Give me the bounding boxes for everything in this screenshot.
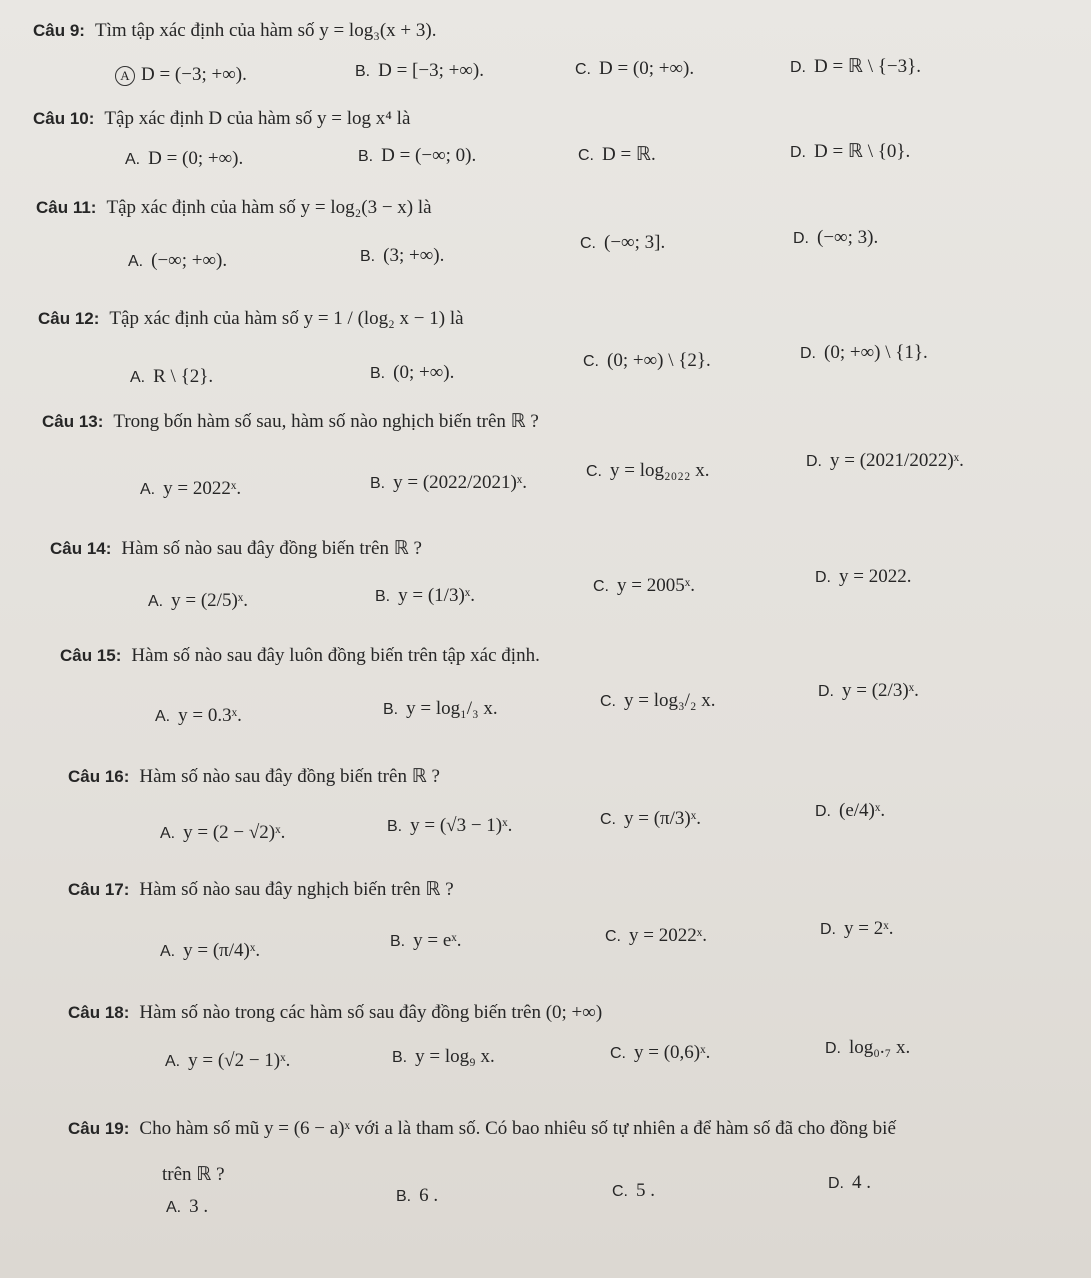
option-d: D. y = (2/3)ˣ. [818, 680, 919, 701]
question-text: trên ℝ ? [162, 1164, 225, 1185]
option-b: B. (3; +∞). [360, 245, 445, 266]
option-c: C. y = (0,6)ˣ. [610, 1042, 711, 1063]
question-9-title [33, 20, 436, 42]
question-text: Hàm số nào sau đây nghịch biến trên ℝ ? [139, 879, 454, 900]
question-10-title [33, 108, 410, 130]
option-b: B. y = (2022/2021)ˣ. [370, 472, 528, 493]
question-text: Tập xác định của hàm số y = log₂(3 − x) là [106, 197, 432, 218]
option-b: B. 6 . [396, 1185, 439, 1206]
question-text: Tập xác định D của hàm số y = log x⁴ là [104, 108, 411, 129]
option-a: A. D = (0; +∞). [125, 148, 244, 169]
option-d: D. (0; +∞) \ {1}. [800, 342, 928, 363]
question-number: Câu 13: [42, 412, 104, 431]
question-text: Hàm số nào sau đây đồng biến trên ℝ ? [139, 766, 440, 787]
question-text: Tìm tập xác định của hàm số y = log₃(x + 3). [94, 20, 437, 41]
question-number: Câu 11: [36, 198, 97, 217]
question-12-title [38, 308, 464, 330]
question-number: Câu 9: [33, 21, 85, 40]
option-d: D. y = 2022. [815, 566, 912, 587]
option-b: B. y = eˣ. [390, 930, 462, 951]
option-a: A. y = (2 − √2)ˣ. [160, 822, 286, 843]
question-16-title [68, 765, 440, 788]
option-b: B. y = (1/3)ˣ. [375, 585, 476, 606]
option-a: A. y = (π/4)ˣ. [160, 940, 261, 961]
question-11-title [36, 197, 432, 219]
question-number: Câu 19: [68, 1119, 130, 1138]
option-b: B. y = log₁/₃ x. [383, 698, 498, 719]
circled-answer-mark: A [115, 66, 135, 86]
option-a: A. (−∞; +∞). [128, 250, 228, 271]
question-15-title [60, 645, 540, 667]
option-d: D. (e/4)ˣ. [815, 800, 886, 821]
option-c: C. y = log₃/₂ x. [600, 690, 716, 711]
option-d: D. 4 . [828, 1172, 871, 1193]
question-number: Câu 14: [50, 539, 112, 558]
question-number: Câu 15: [60, 646, 122, 665]
option-c: C. D = (0; +∞). [575, 58, 695, 79]
option-d: D. y = (2021/2022)ˣ. [806, 450, 964, 471]
option-b: B. y = (√3 − 1)ˣ. [387, 815, 513, 836]
question-17-title [68, 878, 454, 901]
option-a: A. y = 0.3ˣ. [155, 705, 242, 726]
question-text: Cho hàm số mũ y = (6 − a)ˣ với a là tham số. Có bao nhiêu số tự nhiên a để hàm số đã cho đồng biế [139, 1118, 896, 1139]
option-a: A. R \ {2}. [130, 366, 214, 387]
question-number: Câu 10: [33, 109, 95, 128]
question-text: Hàm số nào sau đây đồng biến trên ℝ ? [121, 538, 422, 559]
question-text: Hàm số nào sau đây luôn đồng biến trên tập xác định. [131, 645, 540, 666]
option-c: C. (0; +∞) \ {2}. [583, 350, 711, 371]
option-c: C. 5 . [612, 1180, 655, 1201]
option-c: C. y = log₂₀₂₂ x. [586, 460, 710, 481]
question-number: Câu 16: [68, 767, 130, 786]
option-a: A D = (−3; +∞). [115, 64, 247, 86]
option-a: A. y = (√2 − 1)ˣ. [165, 1050, 291, 1071]
question-13-title [42, 410, 539, 433]
question-18-title [68, 1002, 602, 1024]
option-c: C. (−∞; 3]. [580, 232, 666, 253]
option-d: D. D = ℝ \ {−3}. [790, 56, 921, 77]
option-c: C. y = 2022ˣ. [605, 925, 707, 946]
option-c: C. y = 2005ˣ. [593, 575, 695, 596]
question-14-title [50, 537, 422, 560]
option-b: B. D = [−3; +∞). [355, 60, 484, 81]
question-number: Câu 12: [38, 309, 100, 328]
question-number: Câu 17: [68, 880, 130, 899]
question-text: Tập xác định của hàm số y = 1 / (log₂ x − 1) là [109, 308, 464, 329]
question-19-continuation [162, 1163, 225, 1186]
option-b: B. y = log₉ x. [392, 1046, 495, 1067]
option-a: A. 3 . [166, 1196, 209, 1217]
option-d: D. (−∞; 3). [793, 227, 879, 248]
question-number: Câu 18: [68, 1003, 130, 1022]
option-d: D. D = ℝ \ {0}. [790, 141, 911, 162]
option-a: A. y = (2/5)ˣ. [148, 590, 249, 611]
option-d: D. y = 2ˣ. [820, 918, 894, 939]
question-19-title [68, 1118, 896, 1140]
option-c: C. y = (π/3)ˣ. [600, 808, 701, 829]
option-d: D. log₀.₇ x. [825, 1037, 911, 1058]
option-b: B. (0; +∞). [370, 362, 455, 383]
option-c: C. D = ℝ. [578, 144, 656, 165]
question-text: Hàm số nào trong các hàm số sau đây đồng biến trên (0; +∞) [139, 1002, 603, 1023]
option-b: B. D = (−∞; 0). [358, 145, 477, 166]
option-a: A. y = 2022ˣ. [140, 478, 242, 499]
question-text: Trong bốn hàm số sau, hàm số nào nghịch biến trên ℝ ? [113, 411, 539, 432]
